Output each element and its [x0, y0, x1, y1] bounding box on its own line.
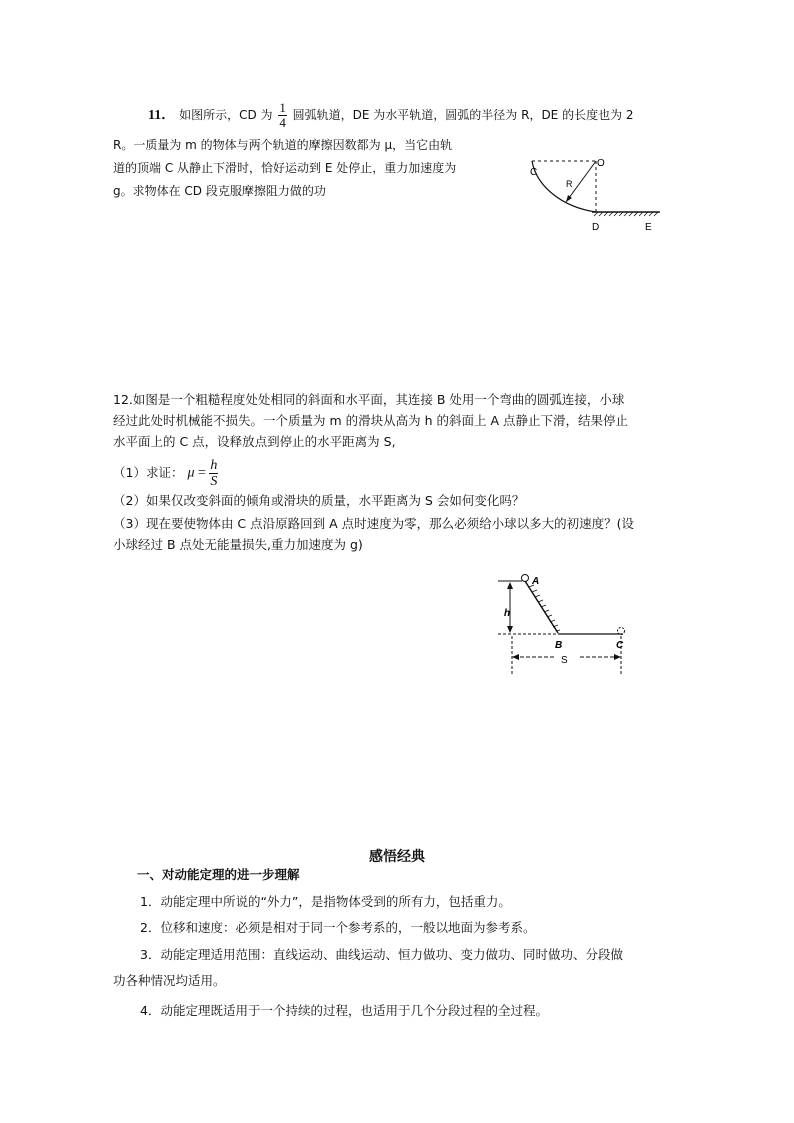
q11-line4: g。求物体在 CD 段克服摩擦阻力做的功 [113, 184, 326, 198]
label-d: D [592, 222, 600, 233]
radius-arrowhead [566, 195, 572, 202]
s-arrowhead-left [512, 654, 519, 660]
label-c: C [530, 167, 538, 178]
q12-part3-line2: 小球经过 B 点处无能量损失,重力加速度为 g) [113, 537, 363, 552]
q12-line1: 12.如图是一个粗糙程度处处相同的斜面和水平面，其连接 B 处用一个弯曲的圆弧连接，小球 [113, 392, 625, 407]
label-c2: C [616, 640, 624, 651]
label-e: E [645, 222, 652, 233]
q11-figure [520, 150, 670, 240]
label-s: S [561, 655, 568, 666]
section-subheading: 一、对动能定理的进一步理解 [137, 867, 300, 882]
q12-line3: 水平面上的 C 点，设释放点到停止的水平距离为 S, [113, 434, 396, 449]
list-item-continuation: 功各种情况均适用。 [113, 973, 226, 988]
label-a: A [532, 576, 540, 587]
q12-part3-line1: （3）现在要使物体由 C 点沿原路回到 A 点时速度为零，那么必须给小球以多大的初速度？(设 [113, 516, 635, 531]
arc-track [532, 161, 596, 212]
mu-symbol: μ [187, 465, 195, 481]
h-arrowhead-bottom [507, 626, 513, 633]
equals-sign: = [197, 465, 206, 481]
frac-h: h [210, 458, 218, 473]
q12-figure [495, 570, 635, 682]
list-item: 3．动能定理适用范围：直线运动、曲线运动、恒力做功、变力做功、同时做功、分段做 [140, 947, 623, 962]
list-item: 4．动能定理既适用于一个持续的过程，也适用于几个分段过程的全过程。 [140, 1003, 548, 1018]
label-o: O [597, 158, 605, 169]
frac-s: S [210, 474, 218, 489]
ball-a [522, 575, 529, 582]
label-b: B [555, 640, 563, 651]
q11-line3: 道的顶端 C 从静止下滑时，恰好运动到 E 处停止，重力加速度为 [113, 161, 457, 175]
section-title: 感悟经典 [369, 849, 425, 865]
label-r: R [566, 179, 573, 189]
list-item: 2．位移和速度：必须是相对于同一个参考系的，一般以地面为参考系。 [140, 920, 536, 935]
incline-hatch [529, 585, 560, 631]
q11-text-a: 如图所示，CD 为 [179, 108, 273, 122]
q11-frac-num: 1 [279, 100, 286, 115]
mu-formula [187, 458, 218, 489]
list-item: 1．动能定理中所说的“外力”，是指物体受到的所有力，包括重力。 [140, 894, 511, 909]
q11-line1 [148, 101, 634, 130]
q11-frac-den: 4 [279, 115, 286, 130]
h-arrowhead-top [507, 582, 513, 589]
q11-line2: R。一质量为 m 的物体与两个轨道的摩擦因数都为 μ，当它由轨 [113, 138, 453, 152]
q12-part2: （2）如果仅改变斜面的倾角或滑块的质量，水平距离为 S 会如何变化吗？ [113, 493, 525, 508]
q11-fraction [278, 101, 287, 130]
q11-number: 11． [148, 108, 176, 123]
q12-line2: 经过此处时机械能不损失。一个质量为 m 的滑块从高为 h 的斜面上 A 点静止下滑，结果停止 [113, 413, 628, 428]
q12-part1 [113, 458, 218, 489]
s-arrowhead-right [614, 654, 621, 660]
label-h: h [504, 608, 511, 619]
h-over-s [209, 458, 218, 489]
q12-part1-prefix: （1）求证： [113, 465, 184, 480]
q11-text-b: 圆弧轨道，DE 为水平轨道，圆弧的半径为 R，DE 的长度也为 2 [292, 108, 634, 122]
